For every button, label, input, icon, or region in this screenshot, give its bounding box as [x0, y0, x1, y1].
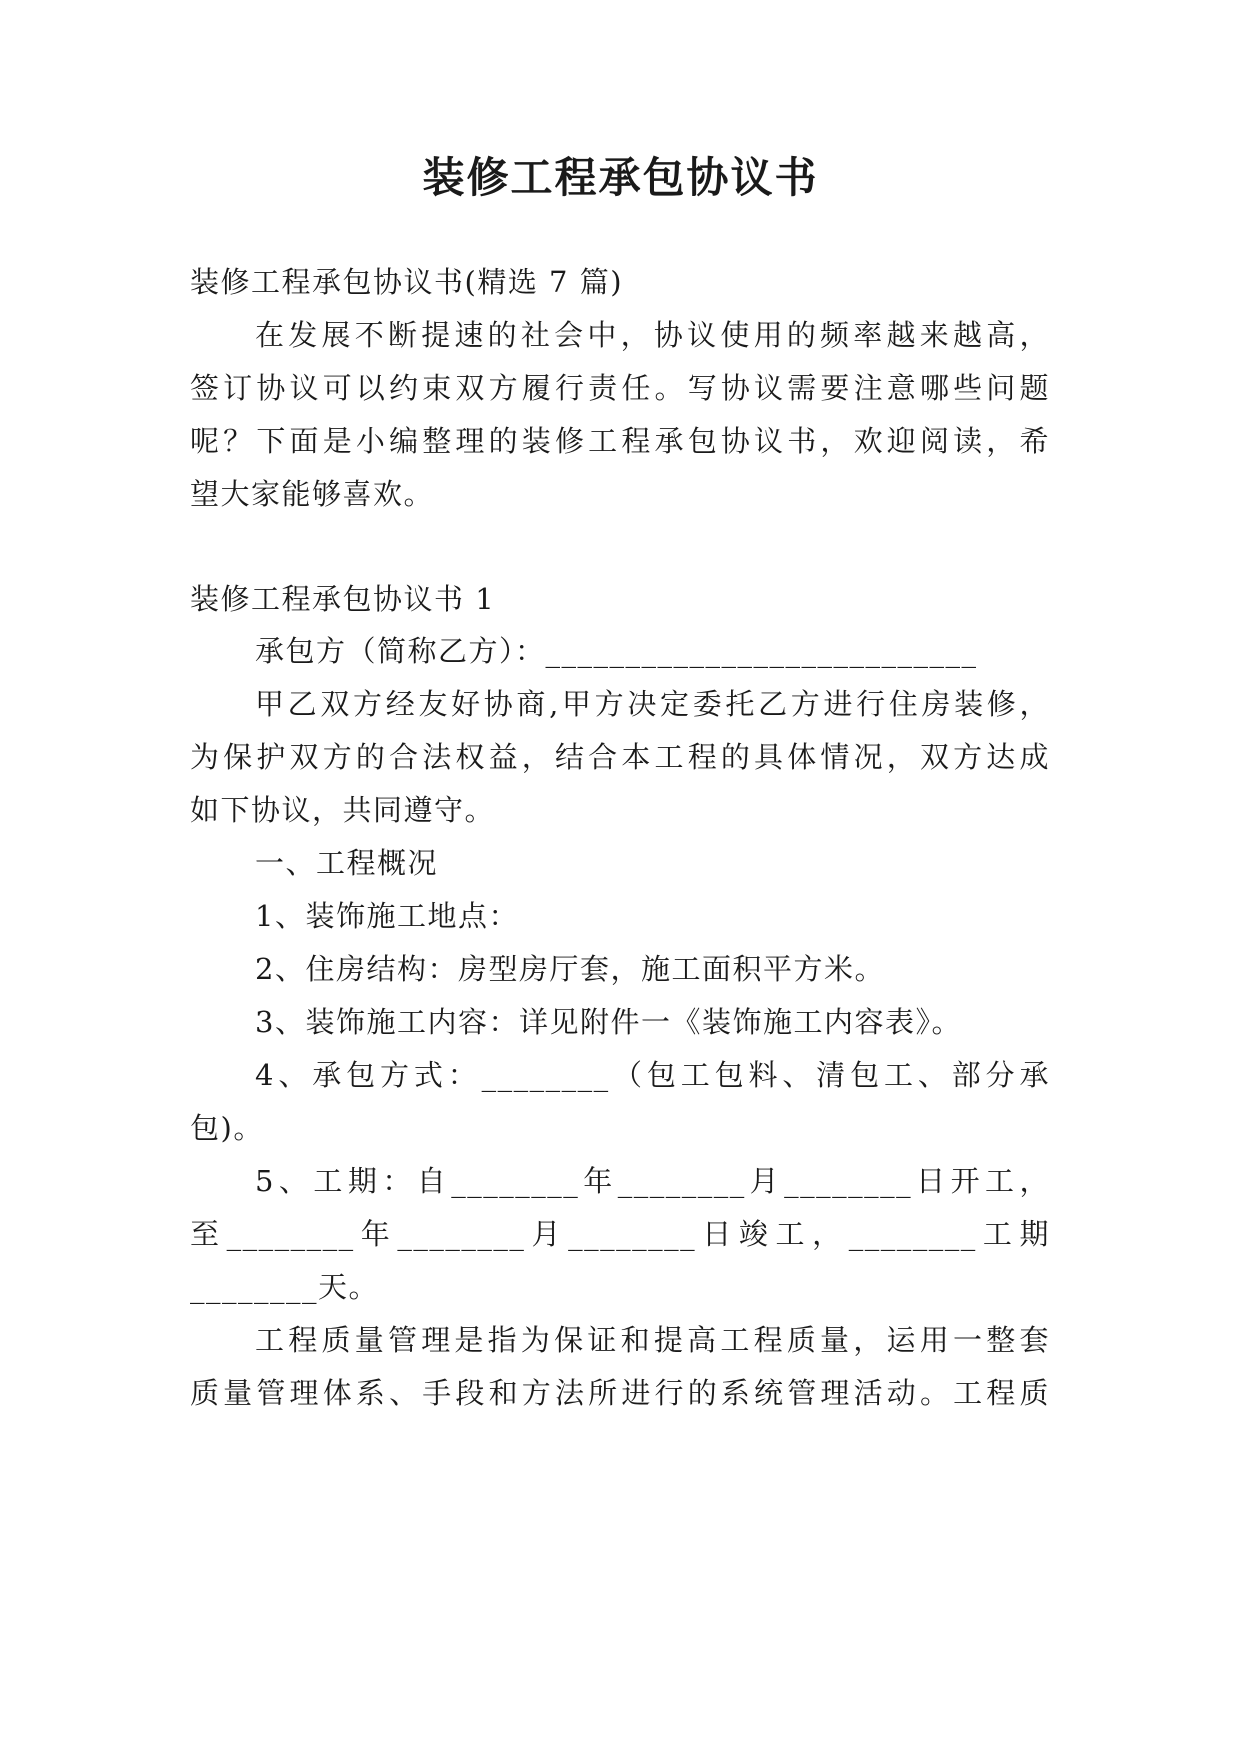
- item-5-line-1: 5、工期：自________年________月________日开工，: [255, 1164, 1050, 1198]
- paragraph-1-line-1: 甲乙双方经友好协商,甲方决定委托乙方进行住房装修，: [255, 687, 1050, 721]
- intro-line-1: 在发展不断提速的社会中，协议使用的频率越来越高，: [255, 318, 1050, 352]
- document-title: 装修工程承包协议书: [422, 153, 819, 202]
- item-4-line-1: 4、承包方式：________（包工包料、清包工、部分承: [255, 1058, 1050, 1092]
- item-5-line-3: ________天。: [190, 1270, 380, 1304]
- item-5-line-2: 至________年________月________日竣工，________工期: [190, 1217, 1050, 1251]
- document-subtitle: 装修工程承包协议书(精选 7 篇): [190, 265, 624, 299]
- paragraph-1-line-3: 如下协议，共同遵守。: [190, 793, 496, 827]
- item-2: 2、住房结构：房型房厅套，施工面积平方米。: [255, 952, 885, 986]
- quality-line-1: 工程质量管理是指为保证和提高工程质量，运用一整套: [255, 1323, 1050, 1357]
- intro-line-3: 呢？下面是小编整理的装修工程承包协议书，欢迎阅读，希: [190, 424, 1050, 458]
- intro-line-2: 签订协议可以约束双方履行责任。写协议需要注意哪些问题: [190, 371, 1050, 405]
- contractor-line: 承包方（简称乙方）：___________________________: [255, 634, 978, 668]
- section-heading: 装修工程承包协议书 1: [190, 582, 496, 616]
- intro-line-4: 望大家能够喜欢。: [190, 477, 435, 511]
- item-4-line-2: 包)。: [190, 1111, 264, 1145]
- item-1: 1、装饰施工地点：: [255, 899, 519, 933]
- quality-line-2: 质量管理体系、手段和方法所进行的系统管理活动。工程质: [190, 1376, 1050, 1410]
- overview-heading: 一、工程概况: [255, 846, 439, 880]
- item-3: 3、装饰施工内容：详见附件一《装饰施工内容表》。: [255, 1005, 962, 1039]
- paragraph-1-line-2: 为保护双方的合法权益，结合本工程的具体情况，双方达成: [190, 740, 1050, 774]
